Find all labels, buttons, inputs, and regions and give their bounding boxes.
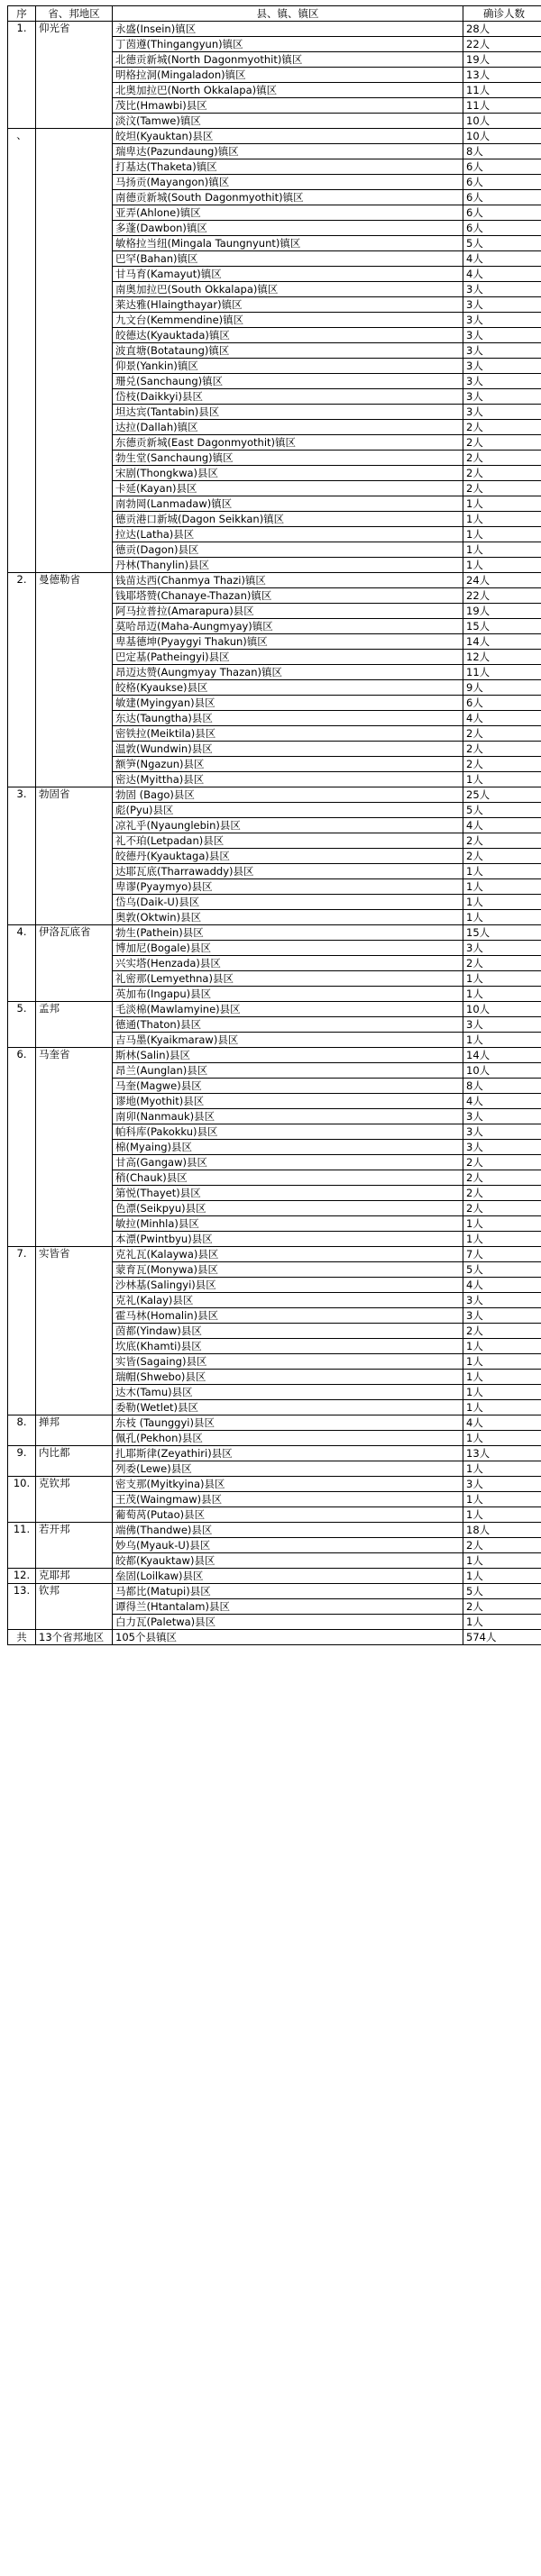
row-case-count: 2人	[463, 742, 541, 757]
row-case-count: 3人	[463, 374, 541, 389]
row-township: 坦达宾(Tantabin)县区	[113, 405, 463, 420]
row-township: 克礼瓦(Kalaywa)县区	[113, 1247, 463, 1262]
row-case-count: 3人	[463, 282, 541, 297]
row-case-count: 1人	[463, 1339, 541, 1354]
row-seq: 3.	[8, 787, 36, 925]
row-case-count: 1人	[463, 971, 541, 987]
header-cases: 确诊人数	[463, 6, 541, 22]
total-towns: 105个县镇区	[113, 1630, 463, 1645]
row-township: 仰景(Yankin)镇区	[113, 359, 463, 374]
row-case-count: 4人	[463, 711, 541, 726]
row-case-count: 2人	[463, 466, 541, 481]
row-township: 东达(Taungtha)县区	[113, 711, 463, 726]
row-township: 马都比(Matupi)县区	[113, 1584, 463, 1599]
row-case-count: 2人	[463, 451, 541, 466]
row-case-count: 2人	[463, 1155, 541, 1170]
row-state: 曼德勒省	[36, 573, 113, 787]
table-row	[8, 1002, 541, 1017]
row-township: 巴罕(Bahan)镇区	[113, 251, 463, 267]
row-township: 端佛(Thandwe)县区	[113, 1523, 463, 1538]
row-township: 礼不珀(Letpadan)县区	[113, 833, 463, 849]
row-township: 卑基德坤(Pyaygyi Thakun)镇区	[113, 634, 463, 650]
row-case-count: 3人	[463, 359, 541, 374]
row-township: 皎都(Kyauktaw)县区	[113, 1553, 463, 1569]
row-township: 密支那(Myitkyina)县区	[113, 1477, 463, 1492]
total-seq: 共	[8, 1630, 36, 1645]
row-case-count: 1人	[463, 987, 541, 1002]
table-row	[8, 573, 541, 588]
row-township: 达拉(Dallah)镇区	[113, 420, 463, 435]
row-case-count: 2人	[463, 833, 541, 849]
row-township: 妙乌(Myauk-U)县区	[113, 1538, 463, 1553]
row-township: 密达(Myittha)县区	[113, 772, 463, 787]
row-township: 达耶瓦底(Tharrawaddy)县区	[113, 864, 463, 879]
row-case-count: 1人	[463, 1033, 541, 1048]
row-township: 德贡(Dagon)县区	[113, 542, 463, 558]
row-township: 克礼(Kalay)县区	[113, 1293, 463, 1308]
row-township: 马奎(Magwe)县区	[113, 1079, 463, 1094]
row-township: 谬地(Myothit)县区	[113, 1094, 463, 1109]
table-header	[8, 6, 541, 22]
row-case-count: 4人	[463, 251, 541, 267]
row-case-count: 19人	[463, 604, 541, 619]
row-case-count: 1人	[463, 1492, 541, 1507]
row-state: 钦邦	[36, 1584, 113, 1630]
row-township: 密铁拉(Meiktila)县区	[113, 726, 463, 742]
row-case-count: 1人	[463, 1553, 541, 1569]
row-township: 委勒(Wetlet)县区	[113, 1400, 463, 1415]
row-township: 波直塘(Botataung)镇区	[113, 343, 463, 359]
row-case-count: 1人	[463, 1507, 541, 1523]
row-case-count: 8人	[463, 1079, 541, 1094]
row-case-count: 1人	[463, 1370, 541, 1385]
row-township: 色漂(Seikpyu)县区	[113, 1201, 463, 1216]
row-township: 阿马拉普拉(Amarapura)县区	[113, 604, 463, 619]
row-seq: 、	[8, 129, 36, 573]
row-township: 莱达雅(Hlaingthayar)镇区	[113, 297, 463, 313]
row-township: 岱乌(Daik-U)县区	[113, 895, 463, 910]
row-township: 沙林基(Salingyi)县区	[113, 1278, 463, 1293]
table-row	[8, 1415, 541, 1431]
row-seq: 13.	[8, 1584, 36, 1630]
row-township: 多蓬(Dawbon)镇区	[113, 221, 463, 236]
row-case-count: 6人	[463, 159, 541, 175]
row-case-count: 3人	[463, 389, 541, 405]
row-case-count: 4人	[463, 1415, 541, 1431]
table-row	[8, 1523, 541, 1538]
row-state: 伊洛瓦底省	[36, 925, 113, 1002]
row-case-count: 2人	[463, 757, 541, 772]
row-township: 兴实塔(Henzada)县区	[113, 956, 463, 971]
row-case-count: 10人	[463, 114, 541, 129]
row-case-count: 1人	[463, 910, 541, 925]
row-case-count: 7人	[463, 1247, 541, 1262]
row-township: 实皆(Sagaing)县区	[113, 1354, 463, 1370]
row-township: 敏格拉当纽(Mingala Taungnyunt)镇区	[113, 236, 463, 251]
row-case-count: 1人	[463, 1385, 541, 1400]
row-township: 棉(Myaing)县区	[113, 1140, 463, 1155]
row-case-count: 10人	[463, 1002, 541, 1017]
row-township: 瑞卑达(Pazundaung)镇区	[113, 144, 463, 159]
row-township: 北奥加拉巴(North Okkalapa)镇区	[113, 83, 463, 98]
row-state: 孟邦	[36, 1002, 113, 1048]
row-case-count: 1人	[463, 512, 541, 527]
row-case-count: 3人	[463, 328, 541, 343]
row-case-count: 6人	[463, 696, 541, 711]
table-row	[8, 22, 541, 37]
row-township: 拉达(Latha)县区	[113, 527, 463, 542]
row-case-count: 4人	[463, 267, 541, 282]
row-case-count: 6人	[463, 205, 541, 221]
table-total-row	[8, 1630, 541, 1645]
row-case-count: 2人	[463, 849, 541, 864]
row-seq: 2.	[8, 573, 36, 787]
covid-cases-table	[7, 5, 541, 1645]
row-township: 坎底(Khamti)县区	[113, 1339, 463, 1354]
row-township: 马扬贡(Mayangon)镇区	[113, 175, 463, 190]
row-case-count: 6人	[463, 190, 541, 205]
row-township: 温敦(Wundwin)县区	[113, 742, 463, 757]
row-case-count: 1人	[463, 1431, 541, 1446]
row-case-count: 1人	[463, 1232, 541, 1247]
row-case-count: 25人	[463, 787, 541, 803]
row-township: 南勃岡(Lanmadaw)镇区	[113, 496, 463, 512]
row-case-count: 1人	[463, 879, 541, 895]
row-township: 昂迈达赞(Aungmyay Thazan)镇区	[113, 665, 463, 680]
table-row	[8, 129, 541, 144]
row-state: 克钦邦	[36, 1477, 113, 1523]
table-body	[8, 22, 541, 1630]
row-township: 茂比(Hmawbi)县区	[113, 98, 463, 114]
row-township: 岱枝(Daikkyi)县区	[113, 389, 463, 405]
row-township: 南卯(Nanmauk)县区	[113, 1109, 463, 1124]
row-case-count: 1人	[463, 1461, 541, 1477]
row-township: 本漂(Pwintbyu)县区	[113, 1232, 463, 1247]
row-township: 勃生(Pathein)县区	[113, 925, 463, 941]
row-seq: 1.	[8, 22, 36, 129]
row-case-count: 10人	[463, 1063, 541, 1079]
row-case-count: 2人	[463, 1324, 541, 1339]
row-case-count: 9人	[463, 680, 541, 696]
row-township: 德贡港口新城(Dagon Seikkan)镇区	[113, 512, 463, 527]
row-state: 勃固省	[36, 787, 113, 925]
row-township: 德通(Thaton)县区	[113, 1017, 463, 1033]
row-township: 莫哈昂迈(Maha-Aungmyay)镇区	[113, 619, 463, 634]
row-case-count: 2人	[463, 1186, 541, 1201]
table-row	[8, 787, 541, 803]
row-township: 敏建(Myingyan)县区	[113, 696, 463, 711]
row-case-count: 1人	[463, 558, 541, 573]
row-case-count: 28人	[463, 22, 541, 37]
row-township: 瑞帽(Shwebo)县区	[113, 1370, 463, 1385]
table-row	[8, 1584, 541, 1599]
row-township: 珊兑(Sanchaung)镇区	[113, 374, 463, 389]
row-township: 皎格(Kyaukse)县区	[113, 680, 463, 696]
row-case-count: 2人	[463, 1201, 541, 1216]
row-township: 卑谬(Pyaymyo)县区	[113, 879, 463, 895]
row-township: 白力瓦(Paletwa)县区	[113, 1615, 463, 1630]
row-case-count: 2人	[463, 726, 541, 742]
row-state: 内比都	[36, 1446, 113, 1477]
row-township: 列委(Lewe)县区	[113, 1461, 463, 1477]
row-township: 垒固(Loilkaw)县区	[113, 1569, 463, 1584]
row-case-count: 1人	[463, 1354, 541, 1370]
row-township: 奥敦(Oktwin)县区	[113, 910, 463, 925]
header-seq: 序	[8, 6, 36, 22]
row-township: 英加布(Ingapu)县区	[113, 987, 463, 1002]
row-case-count: 1人	[463, 772, 541, 787]
row-case-count: 3人	[463, 1140, 541, 1155]
row-township: 南奥加拉巴(South Okkalapa)镇区	[113, 282, 463, 297]
row-case-count: 3人	[463, 1017, 541, 1033]
row-case-count: 18人	[463, 1523, 541, 1538]
row-case-count: 3人	[463, 313, 541, 328]
row-case-count: 5人	[463, 1262, 541, 1278]
row-township: 南德贡新城(South Dagonmyothit)镇区	[113, 190, 463, 205]
row-case-count: 3人	[463, 1477, 541, 1492]
row-township: 皎德丹(Kyauktaga)县区	[113, 849, 463, 864]
table-row	[8, 1446, 541, 1461]
total-cases: 574人	[463, 1630, 541, 1645]
row-state: 掸邦	[36, 1415, 113, 1446]
row-township: 永盛(Insein)镇区	[113, 22, 463, 37]
row-seq: 11.	[8, 1523, 36, 1569]
row-case-count: 1人	[463, 1400, 541, 1415]
row-township: 皎德达(Kyauktada)镇区	[113, 328, 463, 343]
row-township: 敏拉(Minhla)县区	[113, 1216, 463, 1232]
row-township: 毛淡棉(Mawlamyine)县区	[113, 1002, 463, 1017]
row-township: 勃固 (Bago)县区	[113, 787, 463, 803]
row-township: 霍马林(Homalin)县区	[113, 1308, 463, 1324]
row-township: 皎坦(Kyauktan)县区	[113, 129, 463, 144]
row-state: 克耶邦	[36, 1569, 113, 1584]
row-township: 佩孔(Pekhon)县区	[113, 1431, 463, 1446]
row-township: 第悦(Thayet)县区	[113, 1186, 463, 1201]
row-case-count: 24人	[463, 573, 541, 588]
row-seq: 4.	[8, 925, 36, 1002]
row-case-count: 2人	[463, 481, 541, 496]
row-case-count: 1人	[463, 864, 541, 879]
row-township: 亚弄(Ahlone)镇区	[113, 205, 463, 221]
row-seq: 10.	[8, 1477, 36, 1523]
row-case-count: 10人	[463, 129, 541, 144]
row-case-count: 22人	[463, 588, 541, 604]
row-township: 葡萄莴(Putao)县区	[113, 1507, 463, 1523]
row-township: 达木(Tamu)县区	[113, 1385, 463, 1400]
row-case-count: 1人	[463, 1216, 541, 1232]
row-case-count: 1人	[463, 1569, 541, 1584]
row-case-count: 4人	[463, 818, 541, 833]
row-seq: 5.	[8, 1002, 36, 1048]
table-header-row	[8, 6, 541, 22]
row-township: 钱耶塔赞(Chanaye-Thazan)镇区	[113, 588, 463, 604]
table-row	[8, 1247, 541, 1262]
row-state: 若开邦	[36, 1523, 113, 1569]
row-case-count: 8人	[463, 144, 541, 159]
row-township: 明格拉洞(Mingaladon)镇区	[113, 68, 463, 83]
row-township: 额笋(Ngazun)县区	[113, 757, 463, 772]
row-township: 彪(Pyu)县区	[113, 803, 463, 818]
row-township: 淡汶(Tamwe)镇区	[113, 114, 463, 129]
row-township: 博加尼(Bogale)县区	[113, 941, 463, 956]
row-seq: 12.	[8, 1569, 36, 1584]
row-township: 巴定基(Patheingyi)县区	[113, 650, 463, 665]
row-township: 蒙育瓦(Monywa)县区	[113, 1262, 463, 1278]
row-case-count: 2人	[463, 1599, 541, 1615]
row-case-count: 15人	[463, 925, 541, 941]
row-township: 钱苗达西(Chanmya Thazi)镇区	[113, 573, 463, 588]
row-case-count: 3人	[463, 941, 541, 956]
row-township: 丁茵遵(Thingangyun)镇区	[113, 37, 463, 52]
row-township: 昂兰(Aunglan)县区	[113, 1063, 463, 1079]
row-state: 仰光省	[36, 22, 113, 129]
row-case-count: 11人	[463, 83, 541, 98]
row-case-count: 14人	[463, 634, 541, 650]
row-case-count: 3人	[463, 343, 541, 359]
row-township: 北德贡新城(North Dagonmyothit)镇区	[113, 52, 463, 68]
row-township: 帕科库(Pakokku)县区	[113, 1124, 463, 1140]
row-case-count: 14人	[463, 1048, 541, 1063]
row-case-count: 1人	[463, 1615, 541, 1630]
table-row	[8, 1477, 541, 1492]
row-township: 王茂(Waingmaw)县区	[113, 1492, 463, 1507]
table-row	[8, 925, 541, 941]
row-township: 勃生堂(Sanchaung)镇区	[113, 451, 463, 466]
row-case-count: 3人	[463, 1109, 541, 1124]
row-state	[36, 129, 113, 573]
row-state: 实皆省	[36, 1247, 113, 1415]
table-row	[8, 1048, 541, 1063]
total-states: 13个省邦地区	[36, 1630, 113, 1645]
row-township: 礼密那(Lemyethna)县区	[113, 971, 463, 987]
row-township: 凉礼乎(Nyaunglebin)县区	[113, 818, 463, 833]
row-township: 打基达(Thaketa)镇区	[113, 159, 463, 175]
row-seq: 8.	[8, 1415, 36, 1446]
row-township: 卡延(Kayan)县区	[113, 481, 463, 496]
row-township: 扎耶斯律(Zeyathiri)县区	[113, 1446, 463, 1461]
row-township: 东德贡新城(East Dagonmyothit)镇区	[113, 435, 463, 451]
row-case-count: 2人	[463, 1538, 541, 1553]
row-case-count: 3人	[463, 297, 541, 313]
row-case-count: 1人	[463, 496, 541, 512]
row-case-count: 4人	[463, 1278, 541, 1293]
row-case-count: 11人	[463, 665, 541, 680]
row-township: 谭得兰(Htantalam)县区	[113, 1599, 463, 1615]
row-case-count: 3人	[463, 405, 541, 420]
row-township: 茵都(Yindaw)县区	[113, 1324, 463, 1339]
header-town: 县、镇、镇区	[113, 6, 463, 22]
row-case-count: 3人	[463, 1124, 541, 1140]
row-case-count: 1人	[463, 895, 541, 910]
row-case-count: 5人	[463, 1584, 541, 1599]
row-case-count: 6人	[463, 221, 541, 236]
row-case-count: 11人	[463, 98, 541, 114]
row-township: 稍(Chauk)县区	[113, 1170, 463, 1186]
row-case-count: 5人	[463, 803, 541, 818]
row-seq: 6.	[8, 1048, 36, 1247]
table-row	[8, 1569, 541, 1584]
row-case-count: 2人	[463, 956, 541, 971]
row-township: 斯林(Salin)县区	[113, 1048, 463, 1063]
row-case-count: 19人	[463, 52, 541, 68]
row-township: 宋剧(Thongkwa)县区	[113, 466, 463, 481]
row-case-count: 5人	[463, 236, 541, 251]
row-case-count: 6人	[463, 175, 541, 190]
row-township: 甘马育(Kamayut)镇区	[113, 267, 463, 282]
row-state: 马奎省	[36, 1048, 113, 1247]
row-case-count: 13人	[463, 68, 541, 83]
row-case-count: 2人	[463, 435, 541, 451]
row-township: 九文台(Kemmendine)镇区	[113, 313, 463, 328]
row-seq: 9.	[8, 1446, 36, 1477]
row-case-count: 3人	[463, 1293, 541, 1308]
row-case-count: 22人	[463, 37, 541, 52]
row-case-count: 2人	[463, 1170, 541, 1186]
row-case-count: 1人	[463, 527, 541, 542]
row-township: 甘高(Gangaw)县区	[113, 1155, 463, 1170]
row-case-count: 4人	[463, 1094, 541, 1109]
row-case-count: 12人	[463, 650, 541, 665]
row-township: 吉马墨(Kyaikmaraw)县区	[113, 1033, 463, 1048]
row-case-count: 1人	[463, 542, 541, 558]
row-case-count: 15人	[463, 619, 541, 634]
row-case-count: 13人	[463, 1446, 541, 1461]
header-state: 省、邦地区	[36, 6, 113, 22]
table-footer	[8, 1630, 541, 1645]
row-township: 丹林(Thanylin)县区	[113, 558, 463, 573]
row-seq: 7.	[8, 1247, 36, 1415]
row-case-count: 3人	[463, 1308, 541, 1324]
row-case-count: 2人	[463, 420, 541, 435]
row-township: 东枝 (Taunggyi)县区	[113, 1415, 463, 1431]
